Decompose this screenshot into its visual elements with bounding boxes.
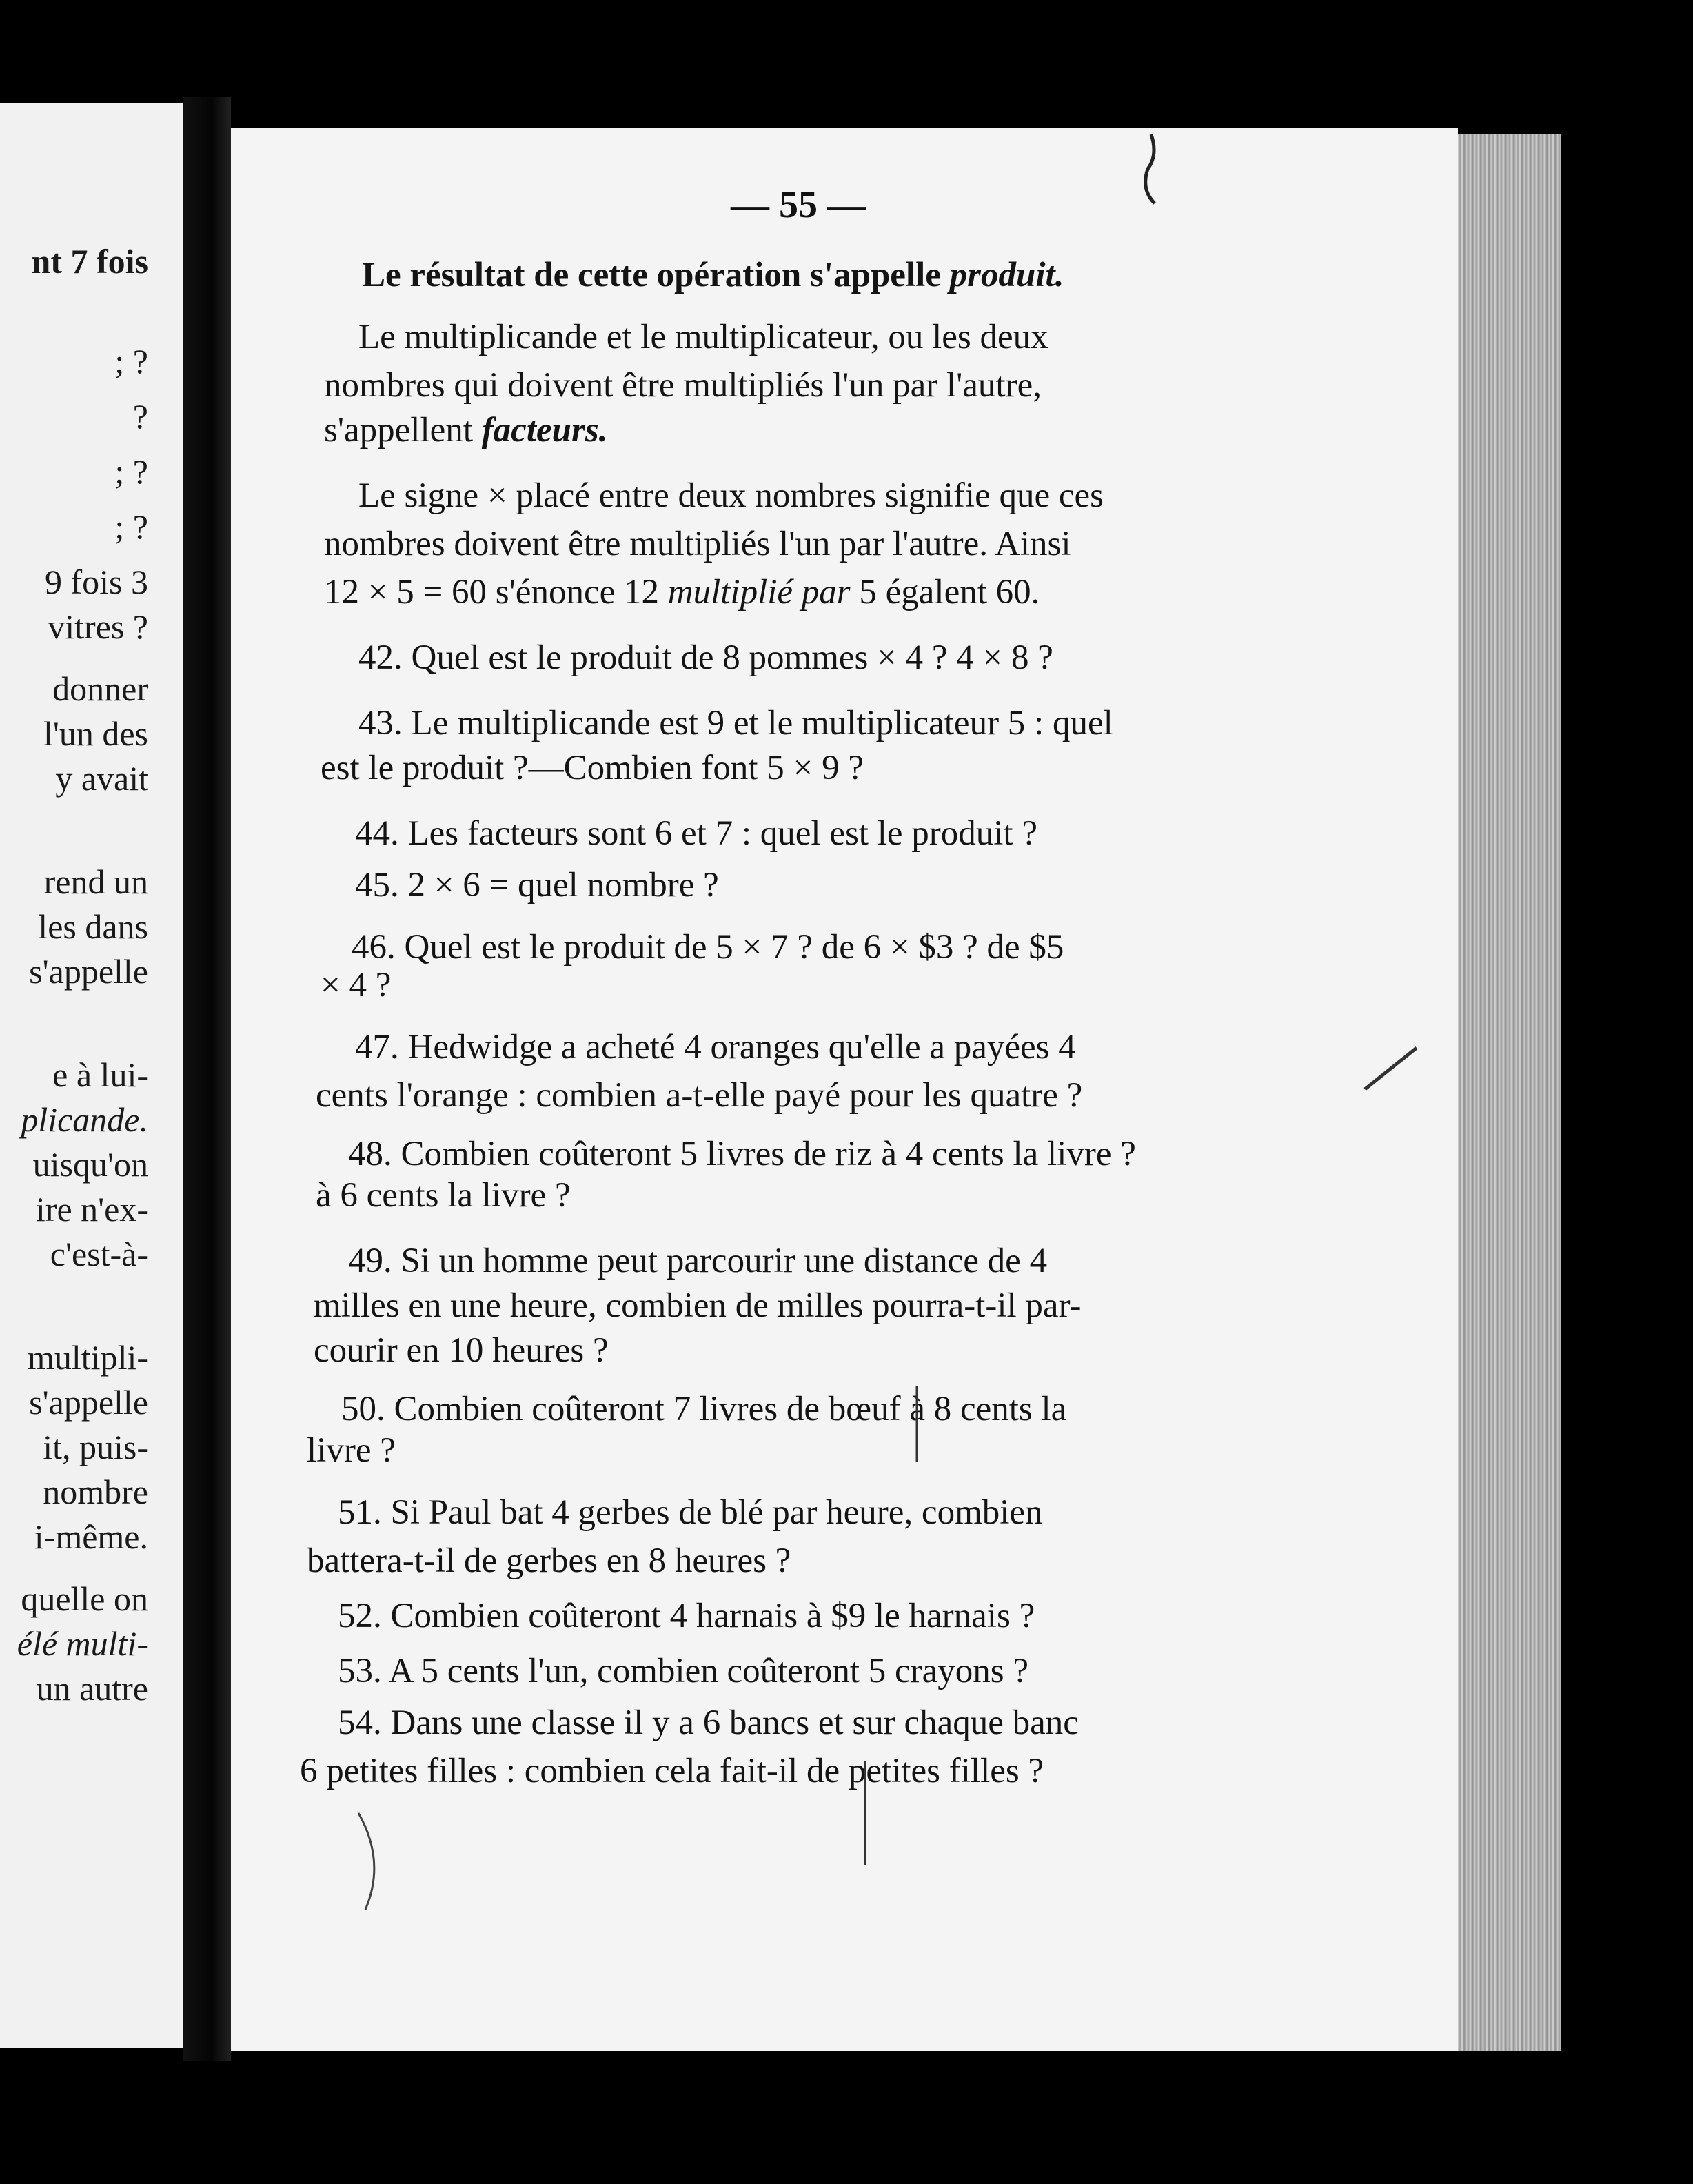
left-page-line: s'appelle — [29, 1383, 148, 1422]
left-page-line: it, puis- — [43, 1428, 148, 1466]
previous-page-fragment — [0, 103, 183, 2048]
left-page-line: ; ? — [114, 342, 148, 381]
exercise-45: 45. 2 × 6 = quel nombre ? — [355, 866, 719, 904]
left-page-line: ; ? — [114, 452, 148, 491]
scan-artifact-mark — [910, 1386, 924, 1468]
scan-artifact-mark — [355, 1806, 396, 1917]
exercise-46: 46. Quel est le produit de 5 × 7 ? de 6 × $3 ? de $5 — [352, 928, 1064, 967]
exercise-49: 49. Si un homme peut parcourir une distance de 4 — [348, 1242, 1048, 1280]
exercise-51-cont: battera-t-il de gerbes en 8 heures ? — [307, 1541, 791, 1580]
paragraph-text: s'appellent — [324, 411, 473, 449]
left-page-line: un autre — [36, 1669, 148, 1708]
paragraph-line — [324, 410, 607, 450]
intro-text: Le résultat de cette opération s'appelle — [362, 256, 941, 294]
exercise-49-cont: milles en une heure, combien de milles pourra-t-il par- — [314, 1286, 1082, 1325]
left-page-line: l'un des — [43, 714, 148, 753]
book-spine-shadow — [183, 97, 231, 2061]
exercise-48: 48. Combien coûteront 5 livres de riz à 4 cents la livre ? — [348, 1135, 1136, 1173]
left-page-line: y avait — [55, 759, 148, 798]
left-page-line: 9 fois 3 — [45, 563, 148, 601]
left-page-line: ? — [132, 397, 148, 436]
left-page-line: uisqu'on — [32, 1145, 148, 1184]
exercise-49-cont: courir en 10 heures ? — [314, 1331, 609, 1370]
term-multiplie-par: multiplié par — [667, 573, 851, 611]
left-page-line: i-même. — [34, 1517, 148, 1556]
left-page-line: s'appelle — [29, 952, 148, 991]
exercise-50-cont: livre ? — [307, 1431, 396, 1470]
left-page-line: les dans — [38, 907, 148, 946]
paragraph-line: nombres doivent être multipliés l'un par l'autre. Ainsi — [324, 525, 1071, 563]
scan-artifact-mark — [858, 1761, 872, 1872]
exercise-52: 52. Combien coûteront 4 harnais à $9 le harnais ? — [338, 1597, 1035, 1635]
left-page-line: nt 7 fois — [31, 242, 148, 281]
left-page-line: nombre — [43, 1473, 148, 1511]
exercise-43-cont: est le produit ?—Combien font 5 × 9 ? — [321, 749, 864, 787]
exercise-54: 54. Dans une classe il y a 6 bancs et sur chaque banc — [338, 1703, 1079, 1742]
paragraph-line: Le multiplicande et le multiplicateur, ou les deux — [358, 318, 1048, 356]
exercise-44: 44. Les facteurs sont 6 et 7 : quel est le produit ? — [355, 814, 1037, 853]
left-page-line: ; ? — [114, 507, 148, 546]
exercise-48-cont: à 6 cents la livre ? — [316, 1176, 571, 1215]
left-page-line: multipli- — [28, 1338, 148, 1377]
term-facteurs: facteurs. — [481, 411, 608, 449]
left-page-line: e à lui- — [52, 1055, 148, 1094]
page-stack-edge — [1458, 134, 1561, 2051]
exercise-51: 51. Si Paul bat 4 gerbes de blé par heure, combien — [338, 1493, 1043, 1532]
scan-artifact-mark — [1131, 128, 1172, 210]
left-page-line: donner — [52, 669, 148, 708]
exercise-46-cont: × 4 ? — [321, 966, 392, 1004]
exercise-53: 53. A 5 cents l'un, combien coûteront 5 crayons ? — [338, 1652, 1029, 1690]
left-page-line: vitres ? — [48, 607, 148, 646]
left-page-line: c'est-à- — [50, 1235, 148, 1273]
left-page-line: élé multi- — [17, 1624, 148, 1663]
intro-line — [362, 255, 1064, 295]
left-page-line: plicande. — [21, 1100, 148, 1139]
exercise-47-cont: cents l'orange : combien a-t-elle payé pour les quatre ? — [316, 1076, 1083, 1115]
paragraph-text: 12 × 5 = 60 s'énonce 12 — [324, 573, 659, 611]
exercise-47: 47. Hedwidge a acheté 4 oranges qu'elle a payées 4 — [355, 1028, 1076, 1066]
paragraph-line: nombres qui doivent être multipliés l'un par l'autre, — [324, 366, 1042, 405]
paragraph-text: 5 égalent 60. — [859, 573, 1040, 611]
left-page-line: ire n'ex- — [35, 1190, 148, 1228]
left-page-line: rend un — [43, 862, 148, 901]
page-edge-shadow — [1561, 131, 1693, 2054]
term-produit: produit. — [949, 256, 1064, 294]
page-number: — 55 — — [731, 183, 866, 226]
exercise-54-cont: 6 petites filles : combien cela fait-il de petites filles ? — [300, 1752, 1044, 1790]
exercise-42: 42. Quel est le produit de 8 pommes × 4 ? 4 × 8 ? — [358, 638, 1053, 677]
exercise-50: 50. Combien coûteront 7 livres de bœuf à 8 cents la — [341, 1390, 1067, 1428]
scan-artifact-mark — [1361, 1041, 1423, 1096]
paragraph-line: Le signe × placé entre deux nombres signifie que ces — [358, 476, 1104, 515]
exercise-43: 43. Le multiplicande est 9 et le multiplicateur 5 : quel — [358, 704, 1113, 742]
left-page-line: quelle on — [21, 1579, 148, 1618]
paragraph-line — [324, 572, 1040, 612]
